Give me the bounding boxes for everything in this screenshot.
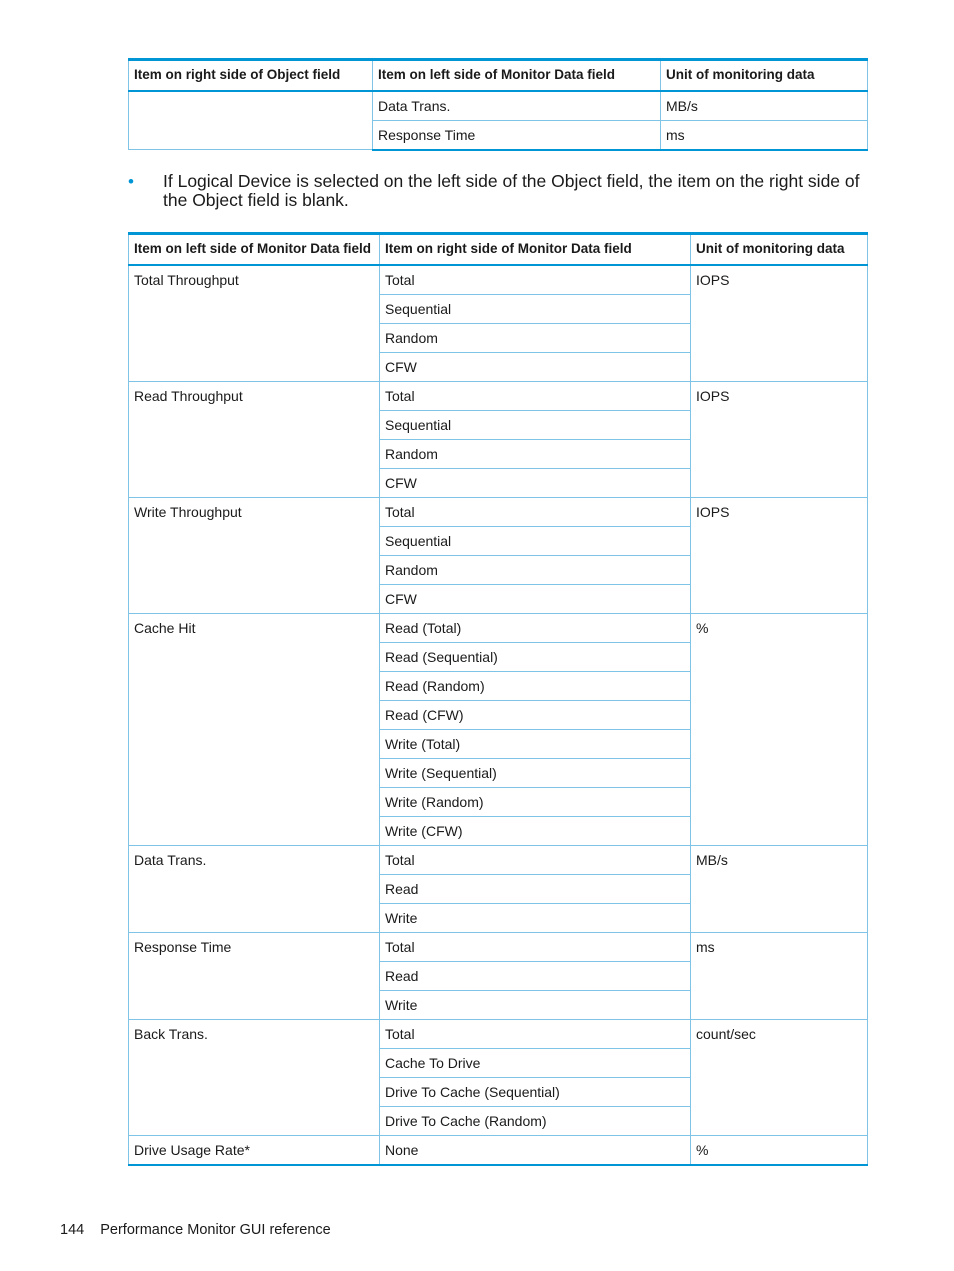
table-row (129, 381, 868, 410)
table-row (129, 1135, 868, 1165)
table-row (129, 497, 868, 526)
table-cell: Read (Sequential) (380, 642, 691, 671)
column-header: Item on right side of Object field (129, 60, 373, 91)
table-cell: Random (380, 439, 691, 468)
table-cell: Read (380, 874, 691, 903)
table-cell: CFW (380, 584, 691, 613)
unit-cell: IOPS (691, 381, 868, 497)
bullet-paragraph (128, 172, 868, 210)
column-header: Item on left side of Monitor Data field (373, 60, 661, 91)
unit-cell: % (691, 613, 868, 845)
unit-cell: IOPS (691, 265, 868, 382)
column-header: Item on right side of Monitor Data field (380, 234, 691, 265)
bullet-text: If Logical Device is selected on the left side of the Object field, the item on the right side of the Object field is blank. (163, 171, 860, 210)
table-cell: None (380, 1135, 691, 1165)
unit-cell: MB/s (691, 845, 868, 932)
table-cell: Read (CFW) (380, 700, 691, 729)
row-group-label: Data Trans. (129, 845, 380, 932)
table-cell: Write (380, 903, 691, 932)
table-cell: ms (661, 120, 868, 150)
table-cell: CFW (380, 468, 691, 497)
unit-cell: % (691, 1135, 868, 1165)
column-header: Unit of monitoring data (661, 60, 868, 91)
monitor-data-table-body (129, 265, 868, 1165)
table-row (129, 613, 868, 642)
column-header: Unit of monitoring data (691, 234, 868, 265)
table-cell: Total (380, 497, 691, 526)
table-row (129, 845, 868, 874)
table-cell: Drive To Cache (Sequential) (380, 1077, 691, 1106)
table-cell: Write (Total) (380, 729, 691, 758)
table-cell: Sequential (380, 294, 691, 323)
table-cell: Read (Random) (380, 671, 691, 700)
row-group-label: Write Throughput (129, 497, 380, 613)
row-group-label: Cache Hit (129, 613, 380, 845)
row-group-label: Back Trans. (129, 1019, 380, 1135)
bullet-icon: • (128, 172, 134, 191)
unit-cell: ms (691, 932, 868, 1019)
object-field-table (128, 58, 868, 151)
table-cell: Total (380, 381, 691, 410)
table-cell-empty (129, 91, 373, 150)
table-cell: Total (380, 1019, 691, 1048)
table-cell: Random (380, 555, 691, 584)
table-cell: CFW (380, 352, 691, 381)
table-row (129, 1019, 868, 1048)
table-cell: Read (380, 961, 691, 990)
table-cell: Total (380, 932, 691, 961)
table-cell: Sequential (380, 526, 691, 555)
page-number: 144 (60, 1222, 85, 1238)
table-cell: Data Trans. (373, 91, 661, 121)
table-header-row (129, 234, 868, 265)
table-cell: Cache To Drive (380, 1048, 691, 1077)
table-header-row (129, 60, 868, 91)
column-header: Item on left side of Monitor Data field (129, 234, 380, 265)
table-cell: Random (380, 323, 691, 352)
table-row (129, 932, 868, 961)
unit-cell: count/sec (691, 1019, 868, 1135)
page-footer (60, 1222, 331, 1238)
table-row (129, 265, 868, 295)
row-group-label: Response Time (129, 932, 380, 1019)
row-group-label: Drive Usage Rate* (129, 1135, 380, 1165)
table-cell: Write (Random) (380, 787, 691, 816)
footer-section-title: Performance Monitor GUI reference (100, 1222, 331, 1238)
monitor-data-table (128, 232, 868, 1166)
table-cell: Write (Sequential) (380, 758, 691, 787)
table-cell: Total (380, 845, 691, 874)
row-group-label: Read Throughput (129, 381, 380, 497)
table-cell: Response Time (373, 120, 661, 150)
table-cell: Drive To Cache (Random) (380, 1106, 691, 1135)
unit-cell: IOPS (691, 497, 868, 613)
table-cell: MB/s (661, 91, 868, 121)
table-cell: Read (Total) (380, 613, 691, 642)
table-cell: Write (CFW) (380, 816, 691, 845)
table-cell: Total (380, 265, 691, 295)
row-group-label: Total Throughput (129, 265, 380, 382)
table-row (129, 91, 868, 121)
table-cell: Write (380, 990, 691, 1019)
table-cell: Sequential (380, 410, 691, 439)
